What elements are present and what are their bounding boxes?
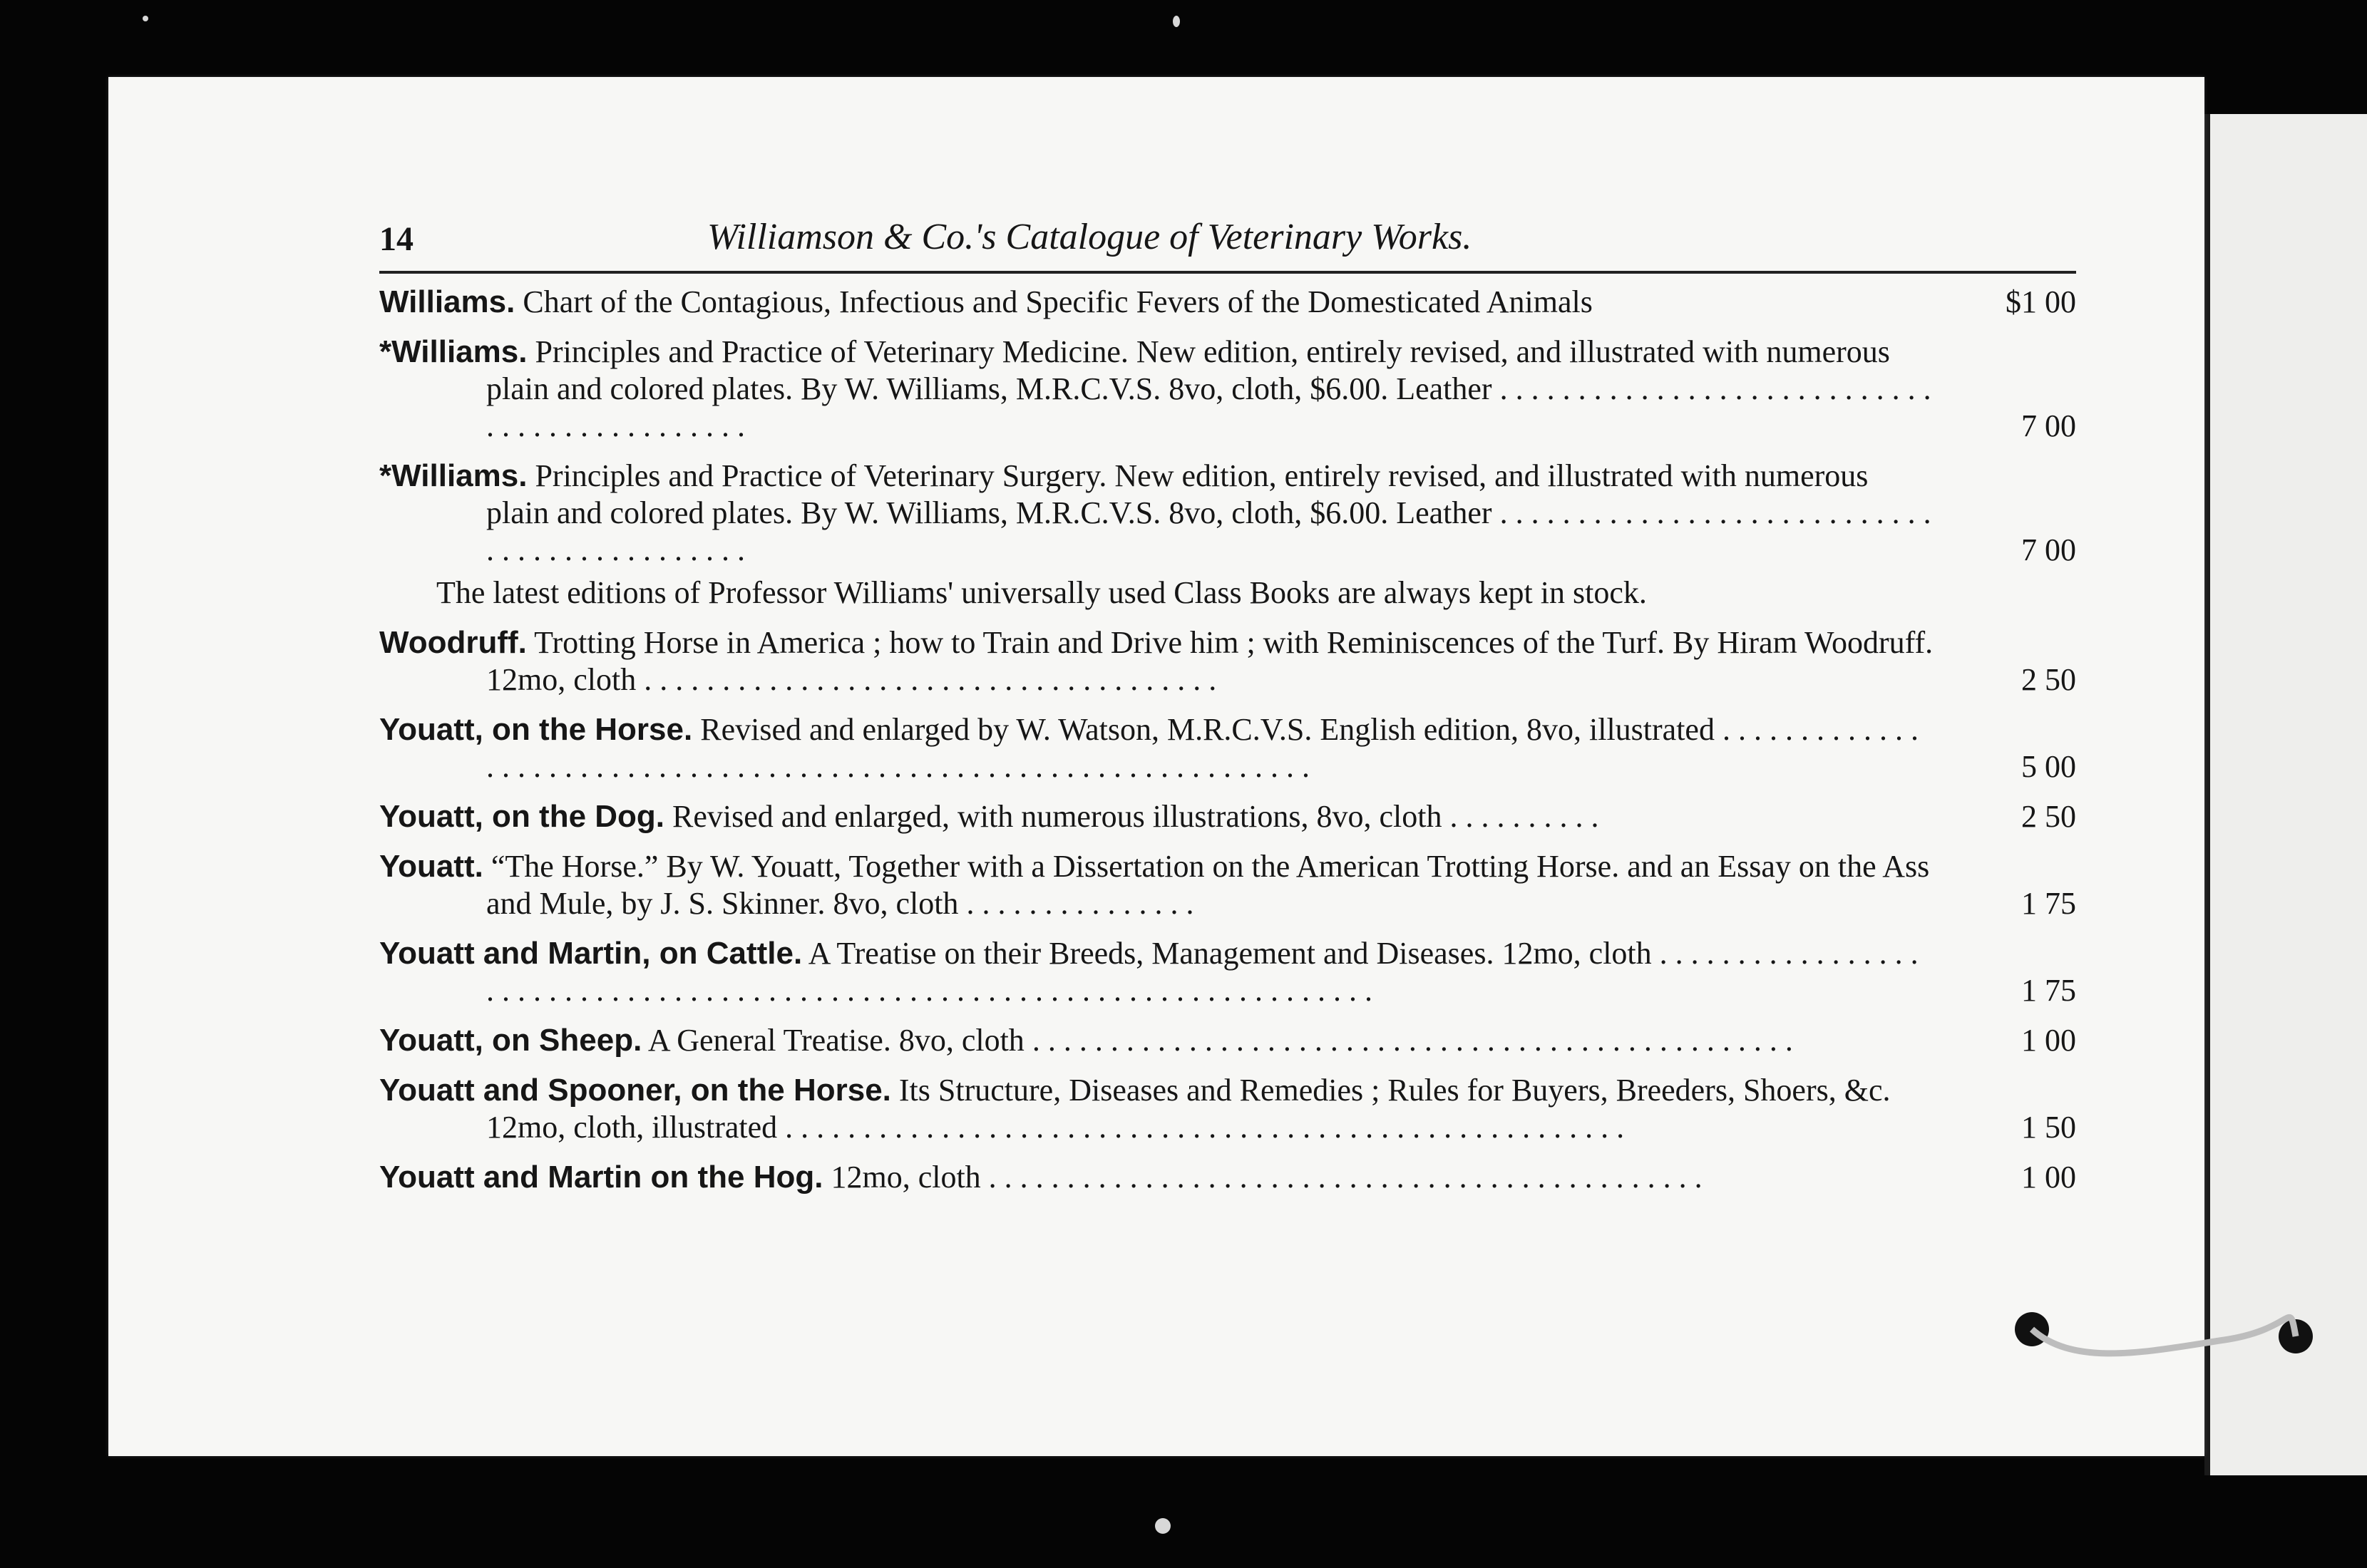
entry-author: Williams. <box>379 284 515 319</box>
running-head <box>379 205 2076 284</box>
catalogue-entry: Youatt, on Sheep. A General Treatise. 8vo, cloth . . . . . . . . . . . . . . . . . . . . . . . . . . . . . . . . . . . . . . . . . . . . . . . . . 1 00 <box>379 1023 2076 1058</box>
running-title: Williamson & Co.'s Catalogue of Veterinary Works. <box>707 217 1472 257</box>
entry-price: 1 00 <box>2021 1023 2076 1058</box>
page-number: 14 <box>379 220 414 258</box>
adjacent-page-edge <box>2204 114 2367 1475</box>
page-content <box>379 205 2076 1374</box>
stock-note: The latest editions of Professor Williams' universally used Class Books are always kept in stock. <box>436 575 1647 610</box>
entry-price: 1 00 <box>2021 1160 2076 1195</box>
entry-author: Woodruff. <box>379 625 527 660</box>
entry-price: 1 75 <box>2021 973 2076 1008</box>
entry-description: Chart of the Contagious, Infectious and Specific Fevers of the Domesticated Animals <box>523 284 1593 319</box>
entry-price: 7 00 <box>2021 408 2076 443</box>
entry-description: Revised and enlarged by W. Watson, M.R.C.V.S. English edition, 8vo, illustrated <box>700 712 1715 747</box>
catalogue-entry: *Williams. Principles and Practice of Veterinary Medicine. New edition, entirely revised, and illustrated with numerous plain and colored plates. By W. Williams, M.R.C.V.S. 8vo, cloth, $6.00. Leather . . . . . . . . . . . . . . . . . . . . . . . . . . . . . . . . . . . . . . . . . . . . . 7 00 <box>379 334 2076 443</box>
entry-description: A General Treatise. 8vo, cloth <box>647 1023 1025 1058</box>
entry-price: 1 50 <box>2021 1110 2076 1145</box>
entry-price: 7 00 <box>2021 532 2076 567</box>
entry-description: Revised and enlarged, with numerous illustrations, 8vo, cloth <box>672 799 1442 834</box>
catalogue-page <box>108 77 2204 1456</box>
entry-author: Youatt. <box>379 849 483 884</box>
entry-description: Trotting Horse in America ; how to Train and Drive him ; with Reminiscences of the Turf. By Hiram Woodruff. 12mo, cloth <box>486 625 1934 697</box>
catalogue-entry: Youatt, on the Dog. Revised and enlarged, with numerous illustrations, 8vo, cloth . . . . . . . . . . 2 50 <box>379 799 2076 834</box>
catalogue-entry: Youatt and Spooner, on the Horse. Its Structure, Diseases and Remedies ; Rules for Buyers, Breeders, Shoers, &c. 12mo, cloth, illustrated . . . . . . . . . . . . . . . . . . . . . . . . . . . . . . . . . . . . . . . . . . . . . . . . . . . . . . 1 50 <box>379 1073 2076 1145</box>
catalogue-entry: Youatt and Martin, on Cattle. A Treatise on their Breeds, Management and Diseases. 12mo, cloth . . . . . . . . . . . . . . . . . . . . . . . . . . . . . . . . . . . . . . . . . . . . . . . . . . . . . . . . . . . . . . . . . . . . . . . . . . 1 75 <box>379 936 2076 1008</box>
entry-description: “The Horse.” By W. Youatt, Together with a Dissertation on the American Trotting Horse. and an Essay on the Ass and Mule, by J. S. Skinner. 8vo, cloth <box>486 849 1930 921</box>
catalogue-entry: Youatt and Martin on the Hog. 12mo, cloth . . . . . . . . . . . . . . . . . . . . . . . . . . . . . . . . . . . . . . . . . . . . . . 1 00 <box>379 1160 2076 1195</box>
entry-price: 1 75 <box>2021 886 2076 921</box>
entry-author: Youatt, on the Horse. <box>379 712 693 747</box>
entry-author: Youatt and Martin, on Cattle. <box>379 936 803 971</box>
header-rule <box>379 271 2076 274</box>
entry-price: 2 50 <box>2021 662 2076 697</box>
entry-author: Youatt, on the Dog. <box>379 799 665 834</box>
entry-author: *Williams. <box>379 334 528 369</box>
entry-author: Youatt and Martin on the Hog. <box>379 1160 823 1195</box>
entry-author: *Williams. <box>379 458 528 493</box>
catalogue-entry: Youatt. “The Horse.” By W. Youatt, Together with a Dissertation on the American Trotting Horse. and an Essay on the Ass and Mule, by J. S. Skinner. 8vo, cloth . . . . . . . . . . . . . . . 1 75 <box>379 849 2076 921</box>
entry-description: Its Structure, Diseases and Remedies ; Rules for Buyers, Breeders, Shoers, &c. 12mo, cloth, illustrated <box>486 1073 1891 1145</box>
binding-string-icon <box>2011 1283 2324 1368</box>
dust-speck <box>1155 1518 1171 1534</box>
catalogue-entry: Youatt, on the Horse. Revised and enlarged by W. Watson, M.R.C.V.S. English edition, 8vo, illustrated . . . . . . . . . . . . . . . . . . . . . . . . . . . . . . . . . . . . . . . . . . . . . . . . . . . . . . . . . . . . . . . . . . 5 00 <box>379 712 2076 784</box>
entry-description: A Treatise on their Breeds, Management and Diseases. 12mo, cloth <box>808 936 1652 971</box>
entry-price: 2 50 <box>2021 799 2076 834</box>
entry-description: Principles and Practice of Veterinary Medicine. New edition, entirely revised, and illustrated with numerous plain and colored plates. By W. Williams, M.R.C.V.S. 8vo, cloth, $6.00. Leather <box>486 334 1890 406</box>
catalogue-entry: Woodruff. Trotting Horse in America ; how to Train and Drive him ; with Reminiscences of the Turf. By Hiram Woodruff. 12mo, cloth . . . . . . . . . . . . . . . . . . . . . . . . . . . . . . . . . . . . . 2 50 <box>379 625 2076 697</box>
entry-description: 12mo, cloth <box>831 1160 981 1195</box>
entry-price: 5 00 <box>2021 749 2076 784</box>
entry-author: Youatt, on Sheep. <box>379 1023 642 1058</box>
entry-price: $1 00 <box>2006 284 2076 319</box>
dust-speck <box>143 16 148 21</box>
catalogue-entry: *Williams. Principles and Practice of Veterinary Surgery. New edition, entirely revised, and illustrated with numerous plain and colored plates. By W. Williams, M.R.C.V.S. 8vo, cloth, $6.00. Leather . . . . . . . . . . . . . . . . . . . . . . . . . . . . . . . . . . . . . . . . . . . . . 7 00 <box>379 458 2076 567</box>
catalogue-entry <box>379 284 2076 321</box>
entry-author: Youatt and Spooner, on the Horse. <box>379 1073 891 1108</box>
entry-description: Principles and Practice of Veterinary Surgery. New edition, entirely revised, and illustrated with numerous plain and colored plates. By W. Williams, M.R.C.V.S. 8vo, cloth, $6.00. Leather <box>486 458 1869 530</box>
dust-speck <box>1173 16 1180 27</box>
